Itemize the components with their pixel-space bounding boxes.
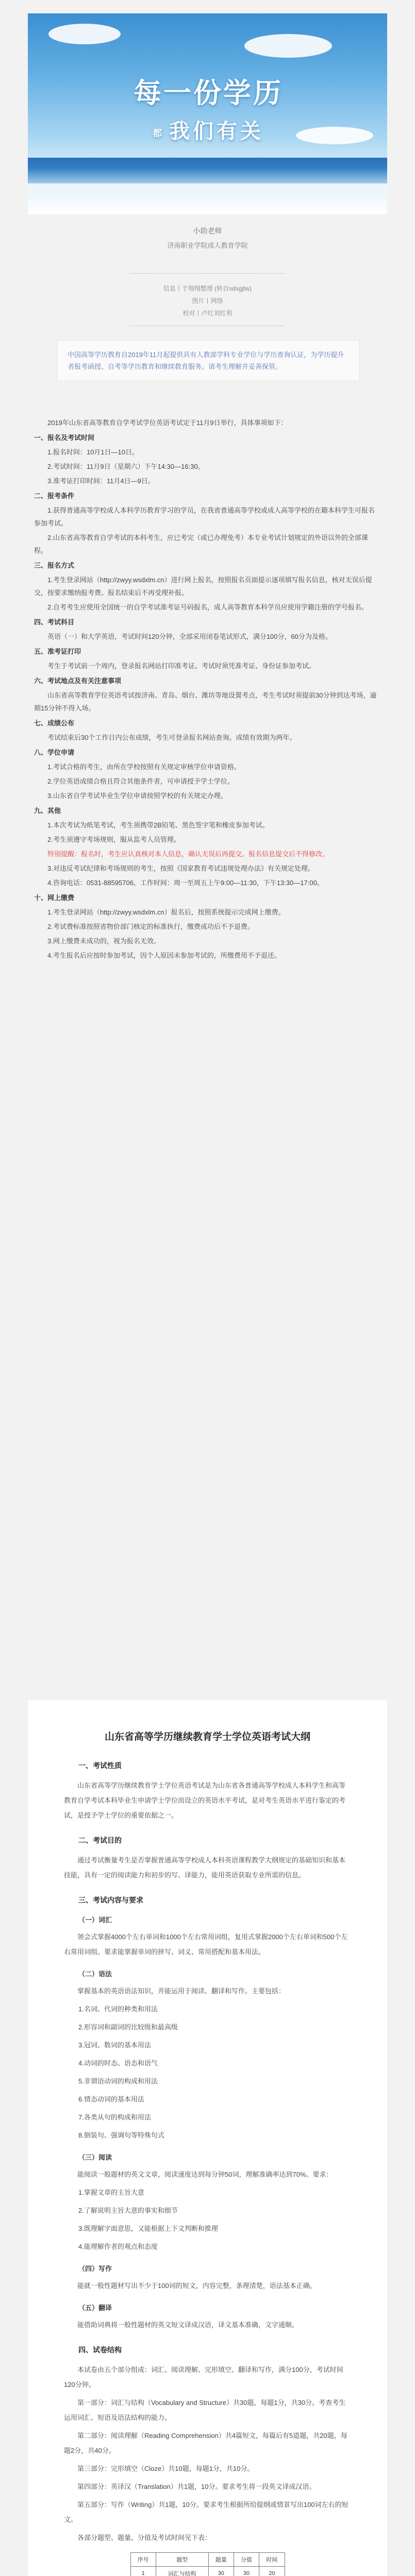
exam-list-item: 4.动词的时态、语态和语气 [78,2059,158,2067]
exam-paragraph: 通过考试衡量考生是否掌握普通高等学校成人本科英语课程教学大纲规定的基础知识和基本技能，具有一定的阅读能力和初步的写、译能力，能用英语获取专业所需的信息。 [64,1856,346,1879]
section-heading: 五、准考证打印 [34,648,81,655]
exam-section-heading: 三、考试内容与要求 [78,1896,143,1904]
table-header-cell: 序号 [130,2553,156,2567]
table-cell: 20 [259,2567,285,2576]
hero-banner [28,13,387,214]
exam-list-item: 7.各类从句的构成和用法 [78,2113,151,2121]
hero-title-main: 我们有关 [169,119,264,143]
exam-list-item: 2.了解说明主旨大意的事实和细节 [78,2207,178,2214]
exam-paragraph: 领会式掌握4000个左右单词和1000个左右常用词组，复用式掌握2000个左右单词和500个左右常用词组。要求能掌握单词的拼写、词义、常用搭配和基本用法。 [64,1933,348,1956]
hero-title-prefix: 都 [153,128,165,139]
hero-title [110,71,306,144]
table-cell: 30 [208,2567,234,2576]
article-paragraph: 考生于考试前一个周内，登录报名网站打印准考证。考试时须凭准考证、身份证参加考试。 [47,662,316,670]
article-paragraph: 1.报名时间：10月1日—10日。 [47,448,139,456]
cloud-shape [296,127,373,144]
exam-section-heading: 四、试卷结构 [78,2346,122,2354]
section-heading: 二、报考条件 [34,492,75,500]
table-header-cell: 题量 [208,2553,234,2567]
cloud-shape [48,24,121,44]
section-heading: 八、学位申请 [34,749,75,756]
exam-paragraph: 第五部分：写作（Writing）共1题，10分。要求考生根据所给提纲或情景写出100词左右的短文。 [64,2501,348,2523]
exam-paragraph: 本试卷由五个部分组成：词汇、阅读理解、完形填空、翻译和写作，满分100分，考试时间120分钟。 [64,2366,343,2388]
article-paragraph: 4.咨询电话：0531-88595706，工作时间：周一至周五上午9:00—11:30，下午13:30—17:00。 [47,879,324,887]
exam-blocks [64,1760,351,2545]
exam-list-item: 6.情态动词的基本用法 [78,2095,144,2103]
section-heading: 一、报名及考试时间 [34,434,95,442]
table-cell: 词汇与结构 [156,2567,208,2576]
table-header-row [130,2553,285,2567]
article-paragraph: 山东省高等教育学位英语考试按济南、青岛、烟台、潍坊等地设置考点，考生考试时须提前30分钟到达考场，逾期15分钟不得入场。 [34,691,377,712]
exam-list-item: 4.能理解作者的观点和态度 [78,2243,158,2250]
source-line: 济南职业学院成人教育学院 [167,242,248,249]
article-paragraph: 2.考生须遵守考场规则，服从监考人员管理。 [47,836,180,843]
warning-text: 特别提醒：报名时，考生应认真核对本人信息，确认无误后再提交。报名信息提交后不得修改。 [47,850,329,858]
exam-paragraph: 山东省高等学历继续教育学士学位英语考试是为山东省各普通高等学校成人本科学生和高等教育自学考试本科毕业生申请学士学位而设立的英语水平考试，是对考生英语水平进行鉴定的考试，是授予学士学位的重要依据之一。 [64,1782,346,1819]
article-paragraph: 2.山东省高等教育自学考试的本科考生，应已考完（或已办理免考）本专业考试计划规定的外语以外的全部课程。 [34,534,368,554]
article-paragraph: 1.考生登录网站（http://zwyy.wsdxlm.cn）进行网上报名，按照报名页面提示逐项填写报名信息，核对无误后提交，按要求缴纳报考费。报名结束后不再受理补报。 [34,576,372,597]
exam-subsection-heading: （五）翻译 [78,2304,112,2312]
exam-paragraph: 第三部分：完形填空（Cloze）共10题，每题1分，共10分。 [77,2465,254,2472]
exam-list-item: 1.名词、代词的种类和用法 [78,2005,158,2013]
exam-paragraph: 各部分题型、题量、分值及考试时间见下表： [77,2534,212,2541]
exam-subsection-heading: （二）语法 [78,1970,112,1978]
table-row [130,2567,285,2576]
exam-list-item: 8.倒装句、强调句等特殊句式 [78,2131,164,2139]
author-line: 小助老师 [193,227,222,235]
table-header-cell: 时间 [259,2553,285,2567]
exam-subsection-heading: （四）写作 [78,2265,112,2273]
article-paragraph: 1.考试合格的考生，由所在学校按照有关规定审核学位申请资格。 [47,763,241,771]
exam-list-item: 1.掌握文章的主旨大意 [78,2189,144,2196]
article-body [34,416,380,963]
exam-section-heading: 一、考试性质 [78,1761,122,1770]
exam-paragraph: 第二部分：阅读理解（Reading Comprehension）共4篇短文，每篇后有5道题，共20题，每题2分，共40分。 [64,2432,347,2454]
hero-title-line1: 每一份学历 [134,76,283,109]
notice-box: 中国高等学历教育自2019年11月起提供具有人教部学科专业学位与学历查询认证，为学历提升者报考函授、自考等学历教育和继续教育服务。请考生理解并妥善保管。 [57,340,360,381]
article-paragraph: 1.获得普通高等学校成人本科学历教育学习的学员，在我省普通高等学校或成人高等学校的在籍本科学生可报名参加考试。 [34,506,375,527]
exam-paragraph: 能阅读一般题材的英文文章，阅读速度达到每分钟50词，理解准确率达到70%。要求： [77,2171,333,2178]
article-paragraph: 4.考生报名后应按时参加考试，因个人原因未参加考试的，所缴费用不予退还。 [47,952,281,959]
article-paragraph: 3.对违反考试纪律和考场规则的考生，按照《国家教育考试违规处理办法》有关规定处理。 [47,865,314,872]
table-header-cell: 分值 [234,2553,259,2567]
article-paragraph: 考试结束后30个工作日内公布成绩，考生可登录报名网站查询。成绩有效期为两年。 [47,734,296,741]
article-paragraph: 2.自考考生应使用全国统一的自学考试准考证号码报名，成人高等教育本科学员应使用学籍注册的学号报名。 [47,603,368,611]
table-cell: 1 [130,2567,156,2576]
article-paragraph: 3.山东省自学考试毕业生学位申请按照学校的有关规定办理。 [47,792,227,800]
article-paragraph: 1.本次考试为纸笔考试，考生须携带2B铅笔、黑色签字笔和橡皮参加考试。 [47,821,269,829]
table-cell: 30 [234,2567,259,2576]
section-heading: 三、报名方式 [34,562,75,569]
article-paragraph: 2.考试费标准按照省物价部门核定的标准执行，缴费成功后不予退费。 [47,923,254,930]
article-paragraph: 1.考生登录网站（http://zwyy.wsdxlm.cn）报名后，按照系统提示完成网上缴费。 [47,908,285,916]
article-meta [28,226,387,250]
credit-image: 图片丨网络 [192,297,223,304]
cloud-shape [244,34,332,58]
exam-subsection-heading: （三）阅读 [78,2154,112,2161]
exam-structure-table [130,2552,285,2576]
credit-proofread: 校对丨卢红刘红利 [182,310,233,317]
section-heading: 九、其他 [34,807,61,815]
article-paragraph: 英语（一）和大学英语，考试时间120分钟，全部采用闭卷笔试形式，满分100分，60分为及格。 [47,633,332,640]
section-heading: 七、成绩公布 [34,719,75,727]
table-header-cell: 题型 [156,2553,208,2567]
hero-title-line2 [110,115,306,144]
article-paragraph: 2.学位英语成绩合格且符合其他条件者，可申请授予学士学位。 [47,777,234,785]
exam-section-heading: 二、考试目的 [78,1836,122,1844]
exam-list-item: 5.非谓语动词的构成和用法 [78,2077,158,2085]
article-paragraph: 3.准考证打印时间：11月4日—9日。 [47,477,155,485]
exam-paragraph: 能就一般性题材写出不少于100词的短文，内容完整，条理清楚，语法基本正确。 [77,2282,317,2290]
exam-list-item: 3.既理解字面意思，又能根据上下文判断和推理 [78,2225,218,2232]
exam-paragraph: 第四部分：英译汉（Translation）共1题，10分。要求考生将一段英文译成汉语。 [77,2483,316,2490]
exam-paragraph: 能借助词典将一般性题材的英文短文译成汉语，译文基本准确，文字通顺。 [77,2321,299,2329]
exam-list-item: 3.冠词、数词的基本用法 [78,2041,151,2049]
sea-shore [28,168,387,214]
section-heading: 四、考试科目 [34,618,75,626]
exam-paragraph: 掌握基本的英语语法知识，并能运用于阅读、翻译和写作。主要包括： [77,1987,286,1995]
section-heading: 十、网上缴费 [34,894,75,902]
credit-info: 信息丨于翔翔整理 (转自sdsgjtw) [163,285,252,292]
article-paragraph: 2019年山东省高等教育自学考试学位英语考试定于11月9日举行，具体事项如下： [47,419,288,427]
exam-list-item: 2.形容词和副词的比较级和最高级 [78,2023,178,2031]
exam-title: 山东省高等学历继续教育学士学位英语考试大纲 [104,1732,310,1742]
section-heading: 六、考试地点及有关注意事项 [34,677,122,685]
article-paragraph: 3.网上缴费未成功的，视为报名无效。 [47,937,160,945]
credits [28,282,387,319]
exam-subsection-heading: （一）词汇 [78,1916,112,1924]
exam-paragraph: 第一部分：词汇与结构（Vocabulary and Structure）共30题，每题1分，共30分。考查考生运用词汇、短语及语法结构的能力。 [64,2399,346,2421]
article-paragraph: 2.考试时间：11月9日（星期六）下午14:30—16:30。 [47,463,205,470]
divider [130,273,285,274]
exam-outline [28,1700,387,2576]
